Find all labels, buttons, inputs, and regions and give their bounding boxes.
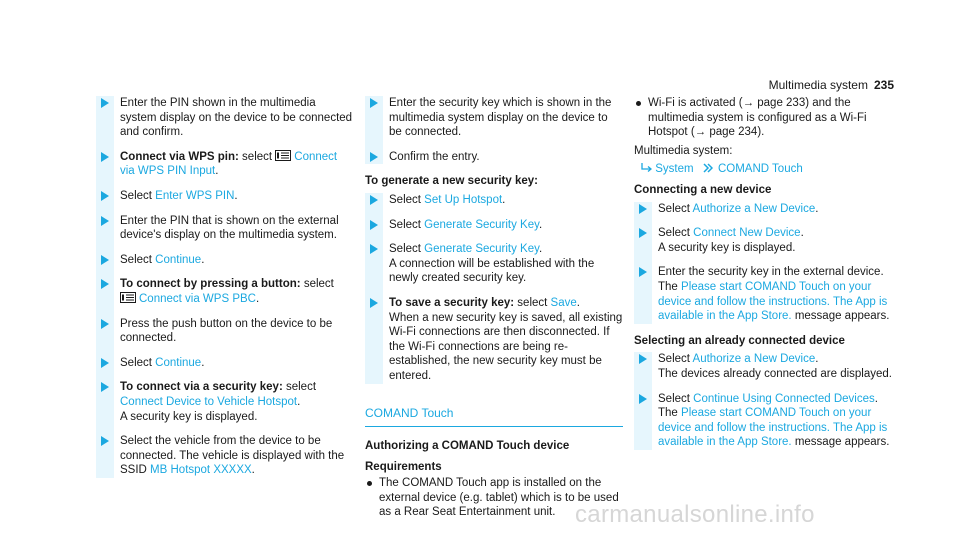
ssid-value: MB Hotspot XXXXX: [150, 464, 252, 477]
step-arrow-icon: [101, 279, 109, 289]
requirement-text: Wi-Fi is activated (→ page 233) and the multimedia system is configured as a Wi-Fi Hotspot (→ page 234).: [648, 97, 867, 139]
step-arrow-icon: [101, 255, 109, 265]
step-item: [96, 356, 354, 371]
step-item: [96, 150, 354, 179]
menu-link-connect-hotspot[interactable]: Connect Device to Vehicle Hotspot: [120, 395, 298, 408]
step-text: Select: [389, 193, 421, 206]
menu-link-wps-pbc[interactable]: Connect via WPS PBC: [139, 292, 256, 305]
double-chevron-icon: [703, 163, 713, 173]
app-message: Please start COMAND Touch on your device and follow the instructions. The App is available in the App Store.: [658, 407, 888, 449]
step-text: Select: [658, 353, 690, 366]
menu-link-wps-pin-input[interactable]: Connect via WPS PIN Input: [120, 150, 338, 178]
step-item: [96, 253, 354, 268]
step-arrow-icon: [370, 98, 378, 108]
punct: .: [815, 353, 819, 366]
step-lead: To connect by pressing a button:: [120, 278, 301, 291]
step-text: Enter the security key which is shown in the multimedia system display on the device to be connected.: [389, 97, 612, 139]
step-arrow-icon: [639, 204, 647, 214]
menu-link-authorize-device[interactable]: Authorize a New Device: [692, 353, 816, 366]
step-text: select: [285, 381, 317, 394]
return-arrow-icon: [640, 163, 652, 173]
step-text: Select: [389, 243, 421, 256]
step-item: [634, 265, 892, 323]
punct: .: [234, 189, 238, 202]
step-text: Select: [120, 356, 152, 369]
punct: .: [576, 296, 580, 309]
step-text: The: [658, 407, 678, 420]
step-text: Select: [389, 218, 421, 231]
menu-list-icon: [120, 292, 136, 303]
step-result: A connection will be established with the newly created security key.: [389, 257, 595, 285]
step-text: Select: [658, 392, 690, 405]
page-header: [769, 78, 894, 93]
step-arrow-icon: [370, 152, 378, 162]
step-item: [365, 150, 623, 165]
subheading: Connecting a new device: [634, 183, 772, 196]
step-item: [96, 189, 354, 204]
subheading: To generate a new security key:: [365, 175, 538, 188]
step-item: [96, 277, 354, 306]
step-item: [365, 242, 623, 286]
step-text: message appears.: [794, 310, 890, 323]
punct: .: [201, 253, 205, 266]
step-item: [634, 226, 892, 255]
step-item: [365, 96, 623, 140]
step-arrow-icon: [101, 436, 109, 446]
step-text: Enter the PIN that is shown on the external device's display on the multimedia system.: [120, 214, 339, 242]
step-arrow-icon: [639, 394, 647, 404]
menu-link-continue[interactable]: Continue: [155, 356, 202, 369]
menu-link-system[interactable]: System: [655, 163, 694, 176]
punct: .: [815, 202, 819, 215]
step-item: [365, 296, 623, 384]
step-item: [634, 392, 892, 450]
step-text: Select: [658, 202, 690, 215]
punct: .: [255, 292, 260, 305]
step-text: Enter the PIN shown in the multimedia system display on the device to be connected and confirm.: [120, 97, 353, 139]
step-result: A security key is displayed.: [120, 410, 258, 423]
punct: .: [800, 227, 804, 240]
header-title: Multimedia system: [768, 78, 868, 92]
column-right: [634, 96, 892, 460]
step-arrow-icon: [101, 358, 109, 368]
menu-link-save[interactable]: Save: [550, 296, 577, 309]
step-item: [96, 317, 354, 346]
step-arrow-icon: [370, 244, 378, 254]
step-text: select: [303, 278, 334, 291]
step-item: [96, 434, 354, 478]
menu-link-connect-new-device[interactable]: Connect New Device: [693, 227, 801, 240]
subheading: Selecting an already connected device: [634, 334, 845, 347]
menu-link-generate-key[interactable]: Generate Security Key: [424, 218, 540, 231]
step-arrow-icon: [639, 354, 647, 364]
step-text: Select: [658, 227, 690, 240]
step-item: [365, 193, 623, 208]
step-item: [96, 96, 354, 140]
step-text: select: [242, 150, 273, 163]
page-number: 235: [873, 78, 894, 92]
step-arrow-icon: [101, 382, 109, 392]
step-text: message appears.: [794, 436, 890, 449]
menu-list-icon: [275, 150, 291, 161]
step-lead: Connect via WPS pin:: [120, 150, 239, 163]
multimedia-label: Multimedia system:: [634, 144, 733, 157]
punct: .: [502, 193, 506, 206]
step-arrow-icon: [101, 319, 109, 329]
step-arrow-icon: [101, 98, 109, 108]
step-text: Press the push button on the device to be connected.: [120, 317, 333, 345]
punct: .: [297, 395, 301, 408]
punct: .: [874, 392, 878, 405]
requirement-text: The COMAND Touch app is installed on the external device (e.g. tablet) which is to be used as a Rear Seat Entertainment unit.: [379, 477, 619, 519]
step-result: The devices already connected are displayed.: [658, 367, 892, 380]
punct: .: [215, 165, 219, 178]
step-arrow-icon: [370, 220, 378, 230]
step-item: [634, 202, 892, 217]
step-text: Select: [120, 189, 152, 202]
step-lead: To connect via a security key:: [120, 381, 283, 394]
punct: .: [539, 218, 543, 231]
menu-link-enter-wps-pin[interactable]: Enter WPS PIN: [155, 189, 235, 202]
menu-link-continue[interactable]: Continue: [155, 253, 202, 266]
step-text: Select: [120, 253, 152, 266]
requirements-heading: Requirements: [365, 460, 442, 473]
punct: .: [251, 464, 255, 477]
menu-link-generate-key[interactable]: Generate Security Key: [424, 243, 540, 256]
step-arrow-icon: [370, 298, 378, 308]
step-item: [634, 352, 892, 381]
section-title: COMAND Touch: [365, 406, 623, 428]
requirement-item: [634, 96, 892, 140]
app-message: Please start COMAND Touch on your device and follow the instructions. The App is available in the App Store.: [658, 280, 888, 323]
step-item: [96, 380, 354, 424]
column-middle: [365, 96, 623, 522]
watermark-text: carmanualsonline.info: [575, 501, 815, 528]
step-result: When a new security key is saved, all existing Wi-Fi connections are then disconnected. If the Wi-Fi connections are being re-established, the new security key must be entered.: [389, 311, 623, 382]
step-arrow-icon: [639, 267, 647, 277]
menu-link-authorize-device[interactable]: Authorize a New Device: [692, 202, 816, 215]
punct: .: [201, 356, 205, 369]
column-left: [96, 96, 354, 488]
menu-link-comand-touch[interactable]: COMAND Touch: [717, 163, 803, 176]
punct: .: [539, 243, 543, 256]
step-text: select: [517, 296, 548, 309]
step-arrow-icon: [101, 216, 109, 226]
step-item: [96, 214, 354, 243]
menu-link-set-up-hotspot[interactable]: Set Up Hotspot: [424, 193, 503, 206]
step-result: A security key is displayed.: [658, 241, 796, 254]
step-arrow-icon: [639, 228, 647, 238]
menu-link-continue-connected[interactable]: Continue Using Connected Devices: [693, 392, 875, 405]
step-lead: To save a security key:: [389, 296, 515, 309]
subheading: Authorizing a COMAND Touch device: [365, 440, 570, 453]
step-text: Confirm the entry.: [389, 150, 480, 163]
step-text: Enter the security key in the external device. The: [658, 266, 884, 293]
step-text: Select the vehicle from the device to be connected. The vehicle is displayed with the SSID: [120, 435, 345, 477]
menu-path: [634, 162, 892, 177]
step-arrow-icon: [101, 152, 109, 162]
step-arrow-icon: [370, 195, 378, 205]
step-item: [365, 218, 623, 233]
step-arrow-icon: [101, 191, 109, 201]
